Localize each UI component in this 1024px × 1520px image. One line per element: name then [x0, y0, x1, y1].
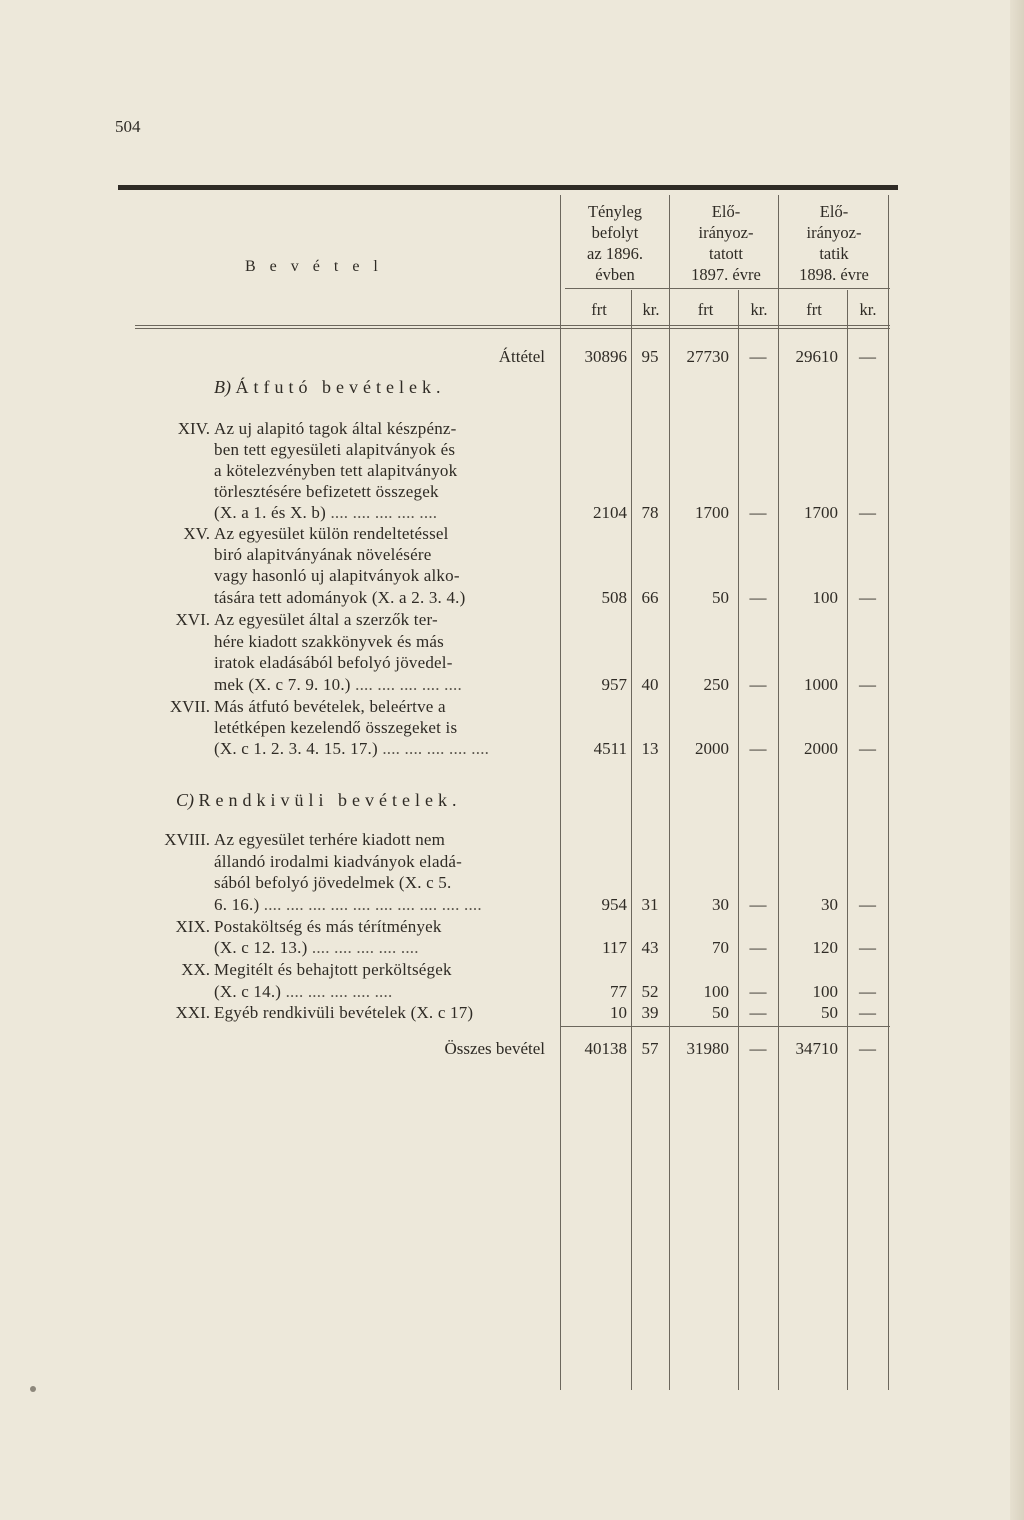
col-rule-3 [669, 195, 670, 1390]
item-number: XVIII. [164, 830, 210, 849]
v2-frt: 30 [712, 895, 729, 914]
v1-frt: 508 [601, 588, 627, 607]
v1-frt: 117 [602, 938, 627, 957]
header-col3-line4: 1898. évre [799, 265, 869, 284]
item-text-last: mek (X. c 7. 9. 10.) [214, 675, 351, 694]
col-rule-1 [560, 195, 561, 1390]
total-v2-kr: — [749, 1039, 767, 1058]
item-number: XIV. [177, 419, 210, 438]
total-v3-kr: — [859, 1039, 876, 1058]
dot-leader: .... .... .... .... .... [311, 938, 419, 957]
item-text-line: sából befolyó jövedelmek (X. c 5. [214, 873, 452, 892]
item-text-line [214, 502, 437, 523]
dot-leader: .... .... .... .... .... [285, 982, 393, 1001]
item-text-line: ben tett egyesületi alapitványok és [214, 440, 456, 459]
header-bottom-rule [135, 325, 890, 326]
item-text-line [214, 738, 489, 759]
v2-kr: — [749, 675, 767, 694]
attetel-v3-frt: 29610 [795, 347, 838, 366]
item-number: XXI. [175, 1003, 210, 1022]
section-b-heading [214, 377, 445, 398]
item-text-line: biró alapitványának növelésére [214, 545, 432, 564]
item-text-line [214, 674, 462, 695]
item-text-line: törlesztésére befizetett összegek [214, 482, 439, 501]
v1-frt: 10 [610, 1003, 627, 1022]
unit-kr-2: kr. [750, 300, 768, 319]
attetel-label: Áttétel [498, 347, 545, 366]
header-col1-line4: évben [595, 265, 635, 284]
item-text-line: Az uj alapitó tagok által készpénz- [214, 419, 457, 438]
unit-kr-3: kr. [859, 300, 877, 319]
dot-leader: .... .... .... .... .... [375, 895, 482, 914]
col-rule-2 [631, 290, 632, 1390]
v1-kr: 39 [641, 1003, 659, 1022]
total-v2-frt: 31980 [686, 1039, 729, 1058]
item-text-line: vagy hasonló uj alapitványok alko- [214, 566, 460, 585]
header-col2-line3: tatott [709, 244, 743, 263]
v2-kr: — [749, 503, 767, 522]
attetel-v3-kr: — [859, 347, 876, 366]
item-text-last: 6. 16.) [214, 895, 260, 914]
v2-kr: — [749, 739, 767, 758]
v3-kr: — [859, 588, 876, 607]
total-rule [560, 1026, 890, 1027]
v3-kr: — [859, 982, 876, 1001]
attetel-v1-frt: 30896 [584, 347, 627, 366]
units-top-rule [565, 288, 890, 289]
item-text-last: (X. c 12. 13.) [214, 938, 308, 957]
v3-frt: 1700 [804, 503, 838, 522]
unit-frt-1: frt [591, 300, 607, 319]
page-number: 504 [115, 117, 141, 136]
header-col3-line2: irányoz- [806, 223, 862, 242]
v3-kr: — [859, 739, 876, 758]
item-text-line: Egyéb rendkivüli bevételek (X. c 17) [214, 1003, 474, 1022]
header-col1-line1: Tényleg [587, 202, 643, 221]
v1-kr: 40 [641, 675, 659, 694]
item-number: XIX. [175, 917, 210, 936]
item-text-line: Megitélt és behajtott perköltségek [214, 960, 452, 979]
section-b-letter: B) [214, 377, 231, 397]
v2-frt: 250 [703, 675, 729, 694]
item-text-line [214, 937, 419, 958]
v1-kr: 66 [641, 588, 659, 607]
section-c-heading [176, 790, 461, 811]
v1-frt: 2104 [593, 503, 627, 522]
v1-kr: 52 [641, 982, 659, 1001]
v3-frt: 100 [812, 982, 838, 1001]
attetel-v1-kr: 95 [641, 347, 659, 366]
item-text-line: hére kiadott szakkönyvek és más [214, 632, 444, 651]
v3-frt: 1000 [804, 675, 838, 694]
v3-kr: — [859, 675, 876, 694]
v2-frt: 2000 [695, 739, 729, 758]
item-text-line: iratok eladásából befolyó jövedel- [214, 653, 453, 672]
item-text-line: Az egyesület terhére kiadott nem [214, 830, 446, 849]
v2-frt: 50 [712, 588, 729, 607]
unit-frt-2: frt [697, 300, 714, 319]
v3-frt: 2000 [804, 739, 838, 758]
item-text-last: (X. c 1. 2. 3. 4. 15. 17.) [214, 739, 378, 758]
section-c-title: Rendkivüli bevételek. [198, 790, 462, 810]
total-v3-frt: 34710 [795, 1039, 838, 1058]
item-text-line: Más átfutó bevételek, beleértve a [214, 697, 446, 716]
header-bottom-rule-2 [135, 328, 890, 329]
col-rule-6 [847, 290, 848, 1390]
item-text-line: állandó irodalmi kiadványok eladá- [214, 852, 463, 871]
col-rule-5 [778, 195, 779, 1390]
header-col1-line2: befolyt [591, 223, 639, 242]
margin-speck [30, 1386, 36, 1392]
v2-kr: — [749, 938, 767, 957]
dot-leader: .... .... .... .... .... [355, 675, 462, 694]
item-text-line [214, 981, 392, 1002]
v2-kr: — [749, 895, 767, 914]
header-col2-line2: irányoz- [698, 223, 754, 242]
col-rule-7 [888, 195, 889, 1390]
total-v1-frt: 40138 [584, 1039, 627, 1058]
item-text-line [214, 894, 482, 915]
item-number: XV. [183, 524, 210, 543]
page-edge-shadow [1010, 0, 1024, 1520]
section-b-title: Átfutó bevételek. [235, 377, 446, 397]
header-col2-line4: 1897. évre [691, 265, 761, 284]
v2-frt: 70 [712, 938, 729, 957]
v1-kr: 78 [641, 503, 659, 522]
v3-frt: 100 [812, 588, 838, 607]
v3-frt: 50 [821, 1003, 838, 1022]
v3-kr: — [859, 938, 876, 957]
header-col3-line1: Elő- [819, 202, 849, 221]
item-text-last: (X. a 1. és X. b) [214, 503, 326, 522]
item-text-line: Az egyesület külön rendeltetéssel [214, 524, 449, 543]
v1-kr: 13 [641, 739, 659, 758]
table-top-rule [118, 185, 898, 190]
attetel-v2-kr: — [749, 347, 767, 366]
v3-frt: 120 [812, 938, 838, 957]
v3-frt: 30 [821, 895, 838, 914]
item-number: XVI. [175, 610, 210, 629]
item-text-line: a kötelezvényben tett alapitványok [214, 461, 458, 480]
v2-kr: — [749, 588, 767, 607]
item-text-line: Postaköltség és más térítmények [214, 917, 442, 936]
unit-frt-3: frt [806, 300, 822, 319]
v1-frt: 957 [601, 675, 627, 694]
item-text-line: Az egyesület által a szerzők ter- [214, 610, 438, 629]
section-c-letter: C) [176, 790, 194, 810]
total-label: Összes bevétel [444, 1039, 545, 1058]
header-col1-line3: az 1896. [587, 244, 643, 263]
header-col2-line1: Elő- [711, 202, 741, 221]
v2-frt: 50 [712, 1003, 729, 1022]
dot-leader: .... .... .... .... .... [330, 503, 438, 522]
item-number: XX. [181, 960, 210, 979]
v2-kr: — [749, 982, 767, 1001]
header-bevetel: B e v é t e l [245, 258, 383, 275]
col-rule-4 [738, 290, 739, 1390]
v2-frt: 100 [703, 982, 729, 1001]
header-col3-line3: tatik [819, 244, 849, 263]
v1-frt: 4511 [593, 739, 627, 758]
dot-leader: .... .... .... .... .... [263, 895, 371, 914]
attetel-v2-frt: 27730 [686, 347, 729, 366]
dot-leader: .... .... .... .... .... [382, 739, 490, 758]
v3-kr: — [859, 895, 876, 914]
total-v1-kr: 57 [641, 1039, 659, 1058]
item-text-line: letétképen kezelendő összegeket is [214, 718, 458, 737]
item-number: XVII. [169, 697, 210, 716]
item-text-last: (X. c 14.) [214, 982, 282, 1001]
v1-kr: 43 [641, 938, 659, 957]
v2-kr: — [749, 1003, 767, 1022]
v3-kr: — [859, 503, 876, 522]
unit-kr-1: kr. [642, 300, 660, 319]
v3-kr: — [859, 1003, 876, 1022]
item-text-line: tására tett adományok (X. a 2. 3. 4.) [214, 588, 466, 607]
v1-frt: 77 [610, 982, 627, 1001]
v1-frt: 954 [601, 895, 627, 914]
v2-frt: 1700 [695, 503, 729, 522]
v1-kr: 31 [641, 895, 659, 914]
